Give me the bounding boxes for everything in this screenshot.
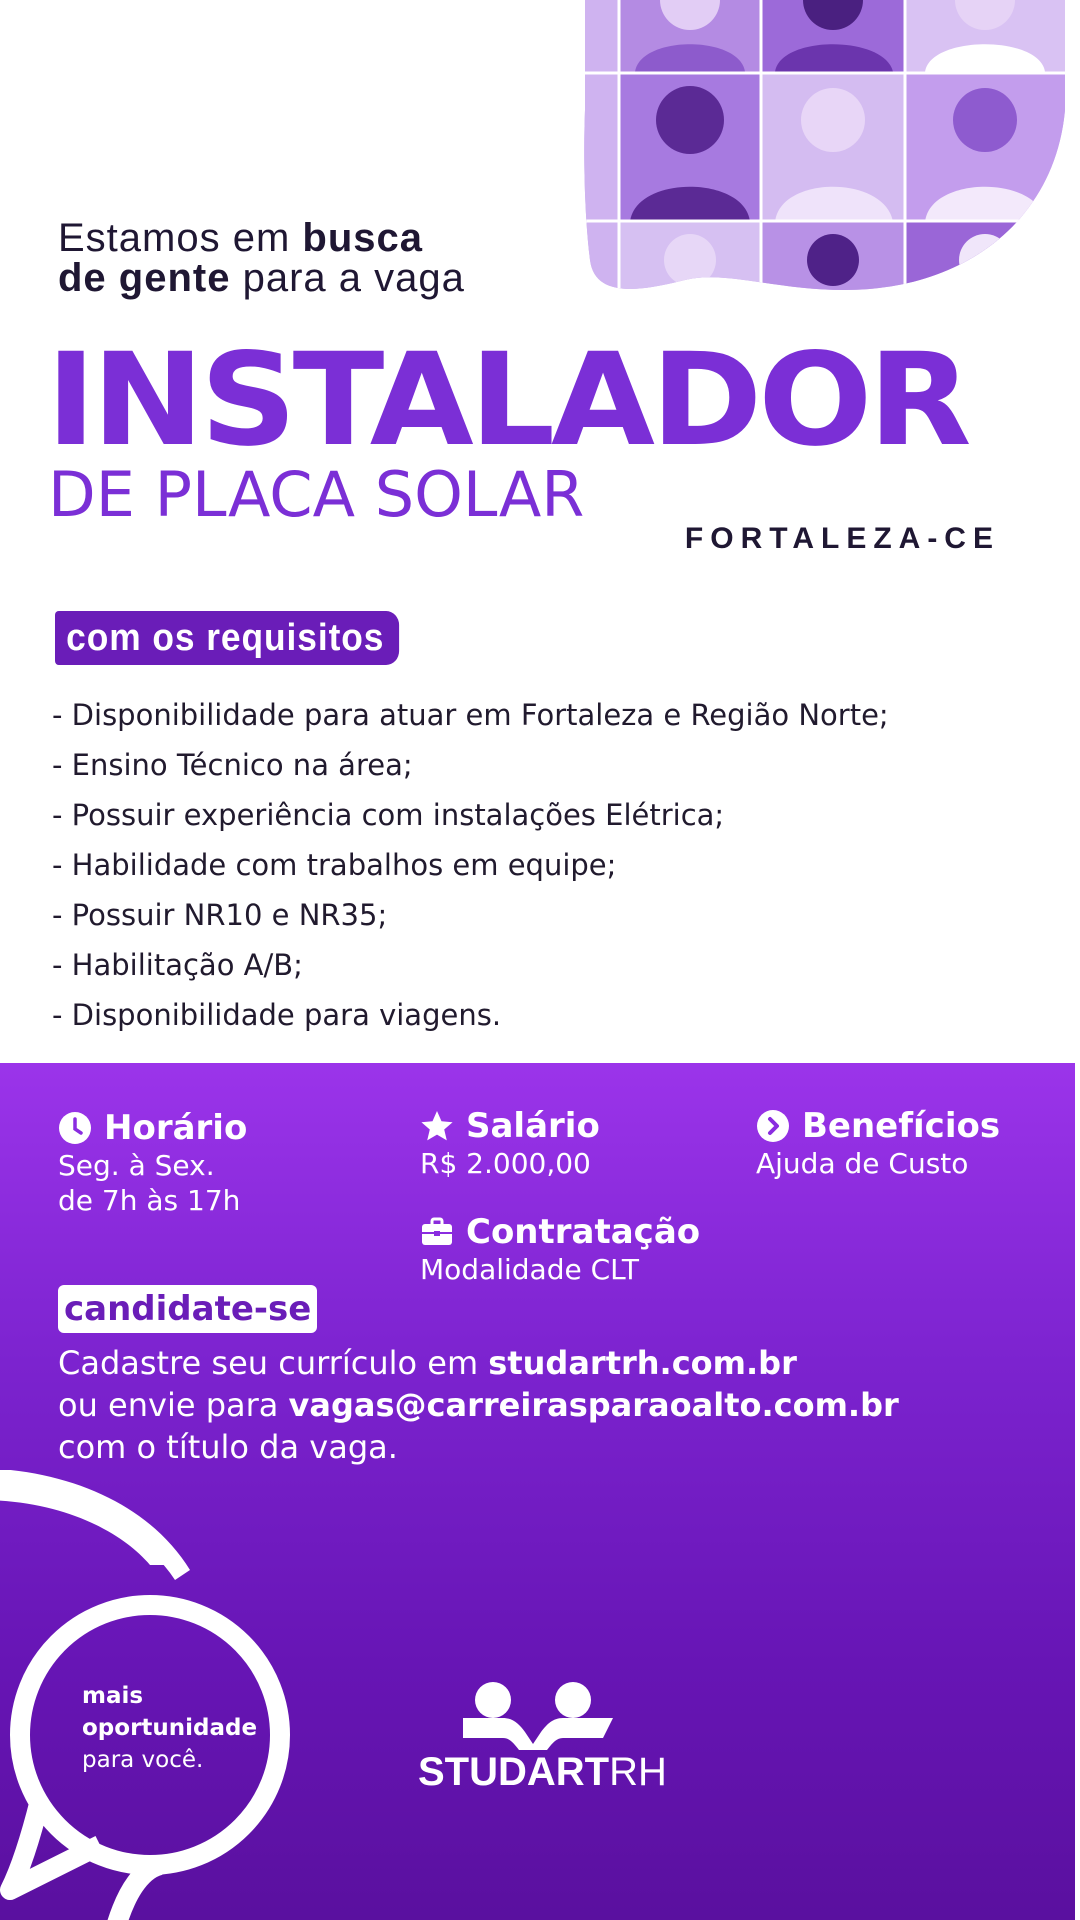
star-icon [420, 1109, 454, 1143]
benefits-value: Ajuda de Custo [756, 1147, 969, 1180]
brand-light: RH [609, 1750, 667, 1794]
salary-label: Salário [466, 1106, 600, 1146]
bubble-line3: para você. [82, 1747, 204, 1773]
salary-value: R$ 2.000,00 [420, 1147, 591, 1180]
requirement-item: - Ensino Técnico na área; [52, 748, 413, 782]
email-link[interactable]: vagas@carreirasparaoalto.com.br [288, 1386, 899, 1424]
intro-line2-bold: de gente [58, 256, 231, 300]
bubble-line1: mais [82, 1683, 144, 1709]
brand-wordmark [418, 1750, 667, 1794]
bubble-line2: oportunidade [82, 1715, 258, 1741]
clock-icon [58, 1111, 92, 1145]
contract-block [420, 1212, 700, 1287]
requirement-item: - Disponibilidade para atuar em Fortaleza e Região Norte; [52, 698, 889, 732]
job-location: FORTALEZA-CE [684, 522, 1000, 555]
schedule-label: Horário [104, 1108, 248, 1148]
job-subtitle: DE PLACA SOLAR [48, 458, 585, 531]
requirement-item: - Possuir experiência com instalações Elétrica; [52, 798, 725, 832]
apply-line1: Cadastre seu currículo em [58, 1344, 489, 1382]
requirements-heading: com os requisitos [55, 611, 399, 665]
intro-line1-bold: busca [302, 216, 424, 260]
panel-edge [1075, 1063, 1080, 1920]
requirement-item: - Possuir NR10 e NR35; [52, 898, 388, 932]
apply-line2: ou envie para [58, 1386, 289, 1424]
job-title: INSTALADOR [46, 326, 968, 475]
people-photo-collage [575, 0, 1075, 300]
intro-line1-regular: Estamos em [58, 216, 303, 260]
website-link[interactable]: studartrh.com.br [488, 1344, 797, 1382]
chevron-right-circle-icon [756, 1109, 790, 1143]
apply-line3: com o título da vaga. [58, 1428, 398, 1466]
contract-label: Contratação [466, 1212, 701, 1252]
brand-bold: STUDART [418, 1750, 610, 1794]
benefits-block [756, 1106, 1000, 1181]
requirement-item: - Disponibilidade para viagens. [52, 998, 502, 1032]
schedule-hours: de 7h às 17h [58, 1184, 241, 1217]
benefits-label: Benefícios [802, 1106, 1001, 1146]
requirements-list [52, 690, 889, 1040]
briefcase-icon [420, 1215, 454, 1249]
intro-line2-regular: para a vaga [230, 256, 465, 300]
apply-heading: candidate-se [58, 1285, 317, 1333]
requirement-item: - Habilitação A/B; [52, 948, 303, 982]
schedule-days: Seg. à Sex. [58, 1149, 215, 1182]
salary-block [420, 1106, 600, 1181]
bubble-text [82, 1680, 257, 1776]
requirement-item: - Habilidade com trabalhos em equipe; [52, 848, 617, 882]
apply-instructions [58, 1342, 899, 1468]
contract-value: Modalidade CLT [420, 1253, 640, 1286]
schedule-block [58, 1108, 247, 1218]
intro-text [58, 218, 465, 298]
